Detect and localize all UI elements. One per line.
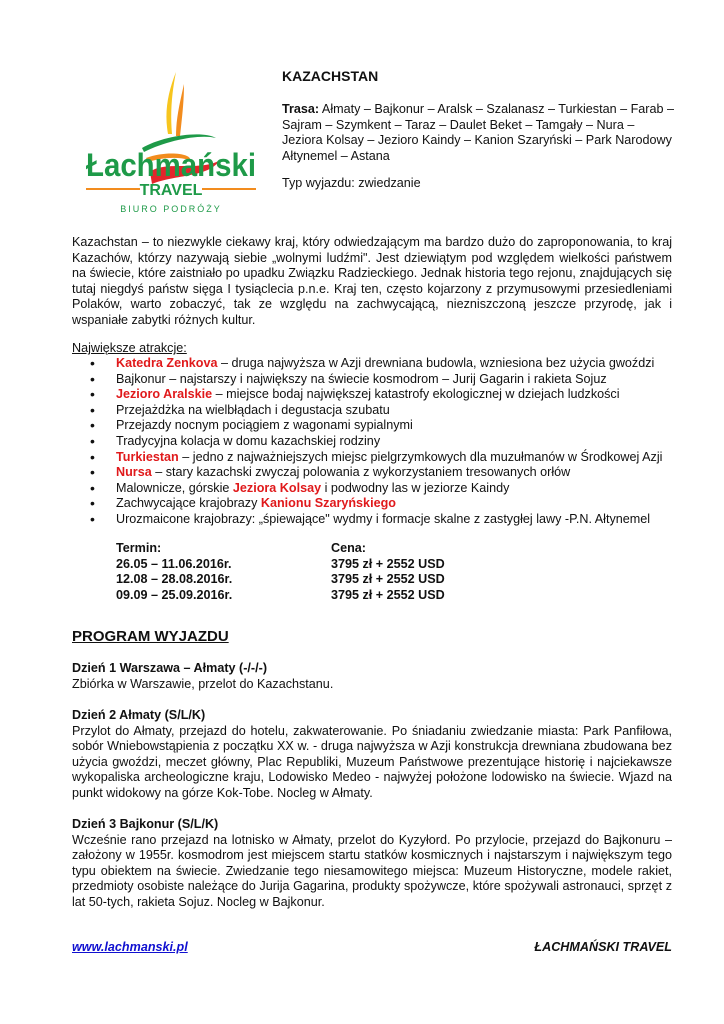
price-row: 3795 zł + 2552 USD: [331, 556, 445, 571]
attraction-text: Przejazdy nocnym pociągiem z wagonami sypialnymi: [116, 418, 413, 433]
date-row: 26.05 – 11.06.2016r.: [116, 556, 232, 571]
day-text: Wcześnie rano przejazd na lotnisko w Ałmaty, przelot do Kyzyłord. Po przylocie, przejazd do Bajkonuru – założony w 1955r. kosmodrom jest miejscem startu statków kosmicznych i najstarszym i największym tego typu obiektem na świecie. Zwiedzanie tego niesamowitego miejsca: Muzeum Historyczne, modele rakiet, przedmioty osobiste należące do Jurija Gagarina, produkty spożywcze, które spożywali astronauci, sprzęt z lat 50-tych, rakieta Sojuz. Nocleg w Bajkonur.: [72, 832, 672, 909]
attraction-text: Bajkonur – najstarszy i największy na świecie kosmodrom – Jurij Gagarin i rakieta Sojuz: [116, 371, 607, 386]
date-row: 12.08 – 28.08.2016r.: [116, 572, 233, 587]
attraction-highlight: Jeziora Kolsay: [232, 480, 322, 495]
attraction-text: Malownicze, górskie: [116, 480, 233, 495]
day-title: Dzień 3 Bajkonur (S/L/K): [72, 817, 219, 831]
attraction-highlight: Jezioro Aralskie: [116, 387, 213, 402]
attraction-item: [72, 465, 692, 481]
price-header: Cena:: [331, 541, 366, 555]
attraction-highlight: Katedra Zenkova: [116, 356, 218, 370]
attraction-text: – druga najwyższa w Azji drewniana budowla, wzniesiona bez użycia gwoździ: [217, 356, 655, 370]
day-1: [72, 661, 672, 692]
trip-type: Typ wyjazdu: zwiedzanie: [282, 176, 421, 190]
date-row: 09.09 – 25.09.2016r.: [116, 587, 233, 602]
attraction-item: [72, 372, 692, 388]
route: [282, 102, 674, 164]
attractions-list: [72, 356, 692, 528]
day-3: [72, 817, 672, 911]
route-text: Ałmaty – Bajkonur – Aralsk – Szalanasz – Turkiestan – Farab – Sajram – Szymkent – Taraz – Daulet Beket – Tamgały – Nura – Jeziora Kolsay – Jezioro Kaindy – Kanion Szaryński – Park Narodowy Ałtynemel – Astana: [282, 102, 675, 163]
company-logo: [72, 62, 270, 222]
attraction-item: [72, 418, 692, 434]
attraction-text: – stary kazachski zwyczaj polowania z wykorzystaniem tresowanych orłów: [151, 465, 571, 480]
price-row: 3795 zł + 2552 USD: [331, 587, 445, 602]
program-heading: PROGRAM WYJAZDU: [72, 628, 229, 645]
attraction-highlight: Kanionu Szaryńskiego: [260, 496, 396, 511]
attraction-highlight: Turkiestan: [116, 449, 179, 464]
logo-tagline: BIURO PODRÓŻY: [120, 204, 222, 214]
footer-brand: ŁACHMAŃSKI TRAVEL: [534, 940, 672, 954]
day-title: Dzień 2 Ałmaty (S/L/K): [72, 708, 206, 722]
sail-orange: [176, 84, 184, 136]
logo-name: Łachmański: [86, 147, 256, 183]
logo-sub: TRAVEL: [139, 182, 203, 199]
date-header: Termin:: [116, 541, 162, 555]
attraction-text: – miejsce bodaj największej katastrofy ekologicznej w dziejach ludzkości: [212, 387, 620, 402]
attraction-item: [72, 496, 692, 512]
intro-paragraph: Kazachstan – to niezwykle ciekawy kraj, który odwiedzającym ma bardzo dużo do zaproponowania, to kraj Kazachów, którzy nazywają siebie „wolnymi ludźmi". Jest dziewiątym pod względem wielkości państwem na świecie, które zaistniało po upadku Związku Radzieckiego. Jednak historia tego rejonu, znajdujących się tutaj niegdyś państw sięga I tysiąclecia p.n.e. Kraj ten, często kojarzony z przymusowymi przesiedleniami Polaków, warto zobaczyć, tak ze względu na zachwycającą, niezniszczoną jeszcze przyrodę, jak i wspaniałe zabytki różnych kultur.: [72, 235, 672, 327]
route-label: Trasa:: [282, 102, 320, 116]
page-title: KAZACHSTAN: [282, 68, 379, 84]
sail-yellow: [166, 72, 176, 134]
attraction-highlight: Nursa: [116, 465, 152, 480]
attraction-text: – jedno z najważniejszych miejsc pielgrzymkowych dla muzułmanów w Środkowej Azji: [178, 449, 663, 464]
attraction-item: [72, 450, 692, 466]
attraction-item: [72, 481, 692, 497]
terms-prices: [331, 541, 445, 603]
attraction-item: [72, 387, 692, 403]
price-row: 3795 zł + 2552 USD: [331, 572, 445, 587]
attractions-heading: Największe atrakcje:: [72, 341, 187, 355]
attraction-text: i podwodny las w jeziorze Kaindy: [321, 480, 510, 495]
attraction-item: [72, 403, 692, 419]
day-text: Zbiórka w Warszawie, przelot do Kazachstanu.: [72, 676, 334, 691]
attraction-text: Tradycyjna kolacja w domu kazachskiej rodziny: [116, 433, 381, 448]
attraction-item: [72, 512, 692, 528]
attraction-item: [72, 356, 692, 372]
terms-dates: [116, 541, 232, 603]
attraction-text: Zachwycające krajobrazy: [116, 496, 261, 511]
attraction-item: [72, 434, 692, 450]
attraction-text: Przejażdżka na wielbłądach i degustacja szubatu: [116, 402, 390, 417]
website-link[interactable]: www.lachmanski.pl: [72, 940, 188, 954]
day-2: [72, 708, 672, 802]
attraction-text: Urozmaicone krajobrazy: „śpiewające" wydmy i formacje skalne z zastygłej lawy -P.N. Ałtynemel: [116, 511, 651, 526]
day-text: Przylot do Ałmaty, przejazd do hotelu, zakwaterowanie. Po śniadaniu zwiedzanie miasta: Park Panfiłowa, sobór Wniebowstąpienia z początku XX w. - druga najwyższa w Azji konstrukcja drewniana zbudowana bez użycia gwoździ, meczet główny, Plac Republiki, Muzeum Państwowe prezentujące historię i najciekawsze wykopaliska archeologiczne kraju, Lodowisko Medeo - najwyżej położone lodowisko na świecie. Wjazd na punkt widokowy na górze Kok-Tobe. Nocleg w Ałmaty.: [72, 723, 672, 800]
day-title: Dzień 1 Warszawa – Ałmaty (-/-/-): [72, 661, 268, 675]
